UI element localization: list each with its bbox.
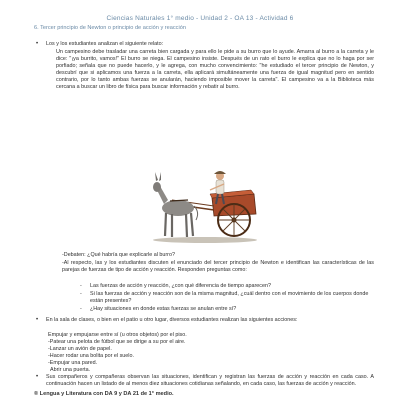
- action-item: -Hacer rodar una bolita por el suelo.: [48, 353, 134, 359]
- action-item: Empujar y empujarse entre sí (u otros objetos) por el piso.: [48, 332, 187, 338]
- action-item: Abrir una puerta.: [50, 367, 91, 373]
- section-heading: 6. Tercer principio de Newton o principio de acción y reacción: [34, 25, 186, 31]
- sub-question: ¿Hay situaciones en donde estas fuerzas se anulan entre sí?: [90, 306, 237, 312]
- actions-intro: En la sala de clases, o bien en el patio u otro lugar, diversos estudiantes realizan las siguientes acciones:: [46, 317, 298, 323]
- donkey-cart-icon: [150, 160, 260, 245]
- sub-question-dash: -: [80, 283, 82, 289]
- action-item: -Patear una pelota de fútbol que se dirige a su por el aire.: [48, 339, 186, 345]
- sub-question-dash: -: [80, 291, 82, 297]
- sub-question: Las fuerzas de acción y reacción, ¿con qué diferencia de tiempo aparecen?: [90, 283, 271, 289]
- bullet-glyph: •: [36, 41, 39, 47]
- sub-question: Si las fuerzas de acción y reacción son de la misma magnitud, ¿cuál dentro con el movimiento de los cuerpos donde están presentes?: [90, 291, 369, 304]
- footer-note: ® Lengua y Literatura con DA 9 y DA 21 de 1° medio.: [34, 391, 174, 397]
- action-item: -Empujar una pared.: [48, 360, 98, 366]
- action-item: -Lanzar un avión de papel.: [48, 346, 112, 352]
- story-paragraph: Un campesino debe trasladar una carreta bien cargada y para ello le pide a su burro que lo ayude. Amarra al burro a la carreta y le dice: "¡ya burrito, vamos!" El burro se niega. El campesino insiste. Después de un rato el burro le explica que no lo haga por ser porfiado; señala que no puede hacerlo, y le agrega, con mucho convencimiento: "he estudiado el tercer principio de Newton, y descubrí que si aplicamos una fuerza a la carreta, ella aplicará simultáneamente una fuerza de igual magnitud pero en sentido contrario, por lo tanto ambas fuerzas se anularán, haciendo imposible mover la carreta". El campesino va a la Biblioteca más cercana a buscar un libro de física para buscar información y rebatir al burro.: [56, 49, 374, 90]
- closing-paragraph: Sus compañeros y compañeras observan las situaciones, identifican y registran las fuerzas de acción y reacción en cada caso. A continuación hacen un listado de al menos diez situaciones cotidianas señalando, en cada caso, las fuerzas de acción y reacción.: [46, 374, 374, 387]
- bullet-glyph: •: [36, 374, 39, 380]
- page-title: Ciencias Naturales 1° medio - Unidad 2 - OA 13 - Actividad 6: [106, 15, 294, 22]
- question-debate: -Debaten: ¿Qué habría que explicarle al burro?: [62, 252, 175, 258]
- bullet-glyph: •: [36, 317, 39, 323]
- intro-lead: Los y los estudiantes analizan el siguiente relato:: [46, 41, 164, 47]
- sub-question-dash: -: [80, 306, 82, 312]
- question-discussion: -Al respecto, las y los estudiantes discuten el enunciado del tercer principio de Newton e identifican las características de las parejas de fuerzas de tipo de acción y reacción. Responden preguntas como:: [62, 260, 374, 273]
